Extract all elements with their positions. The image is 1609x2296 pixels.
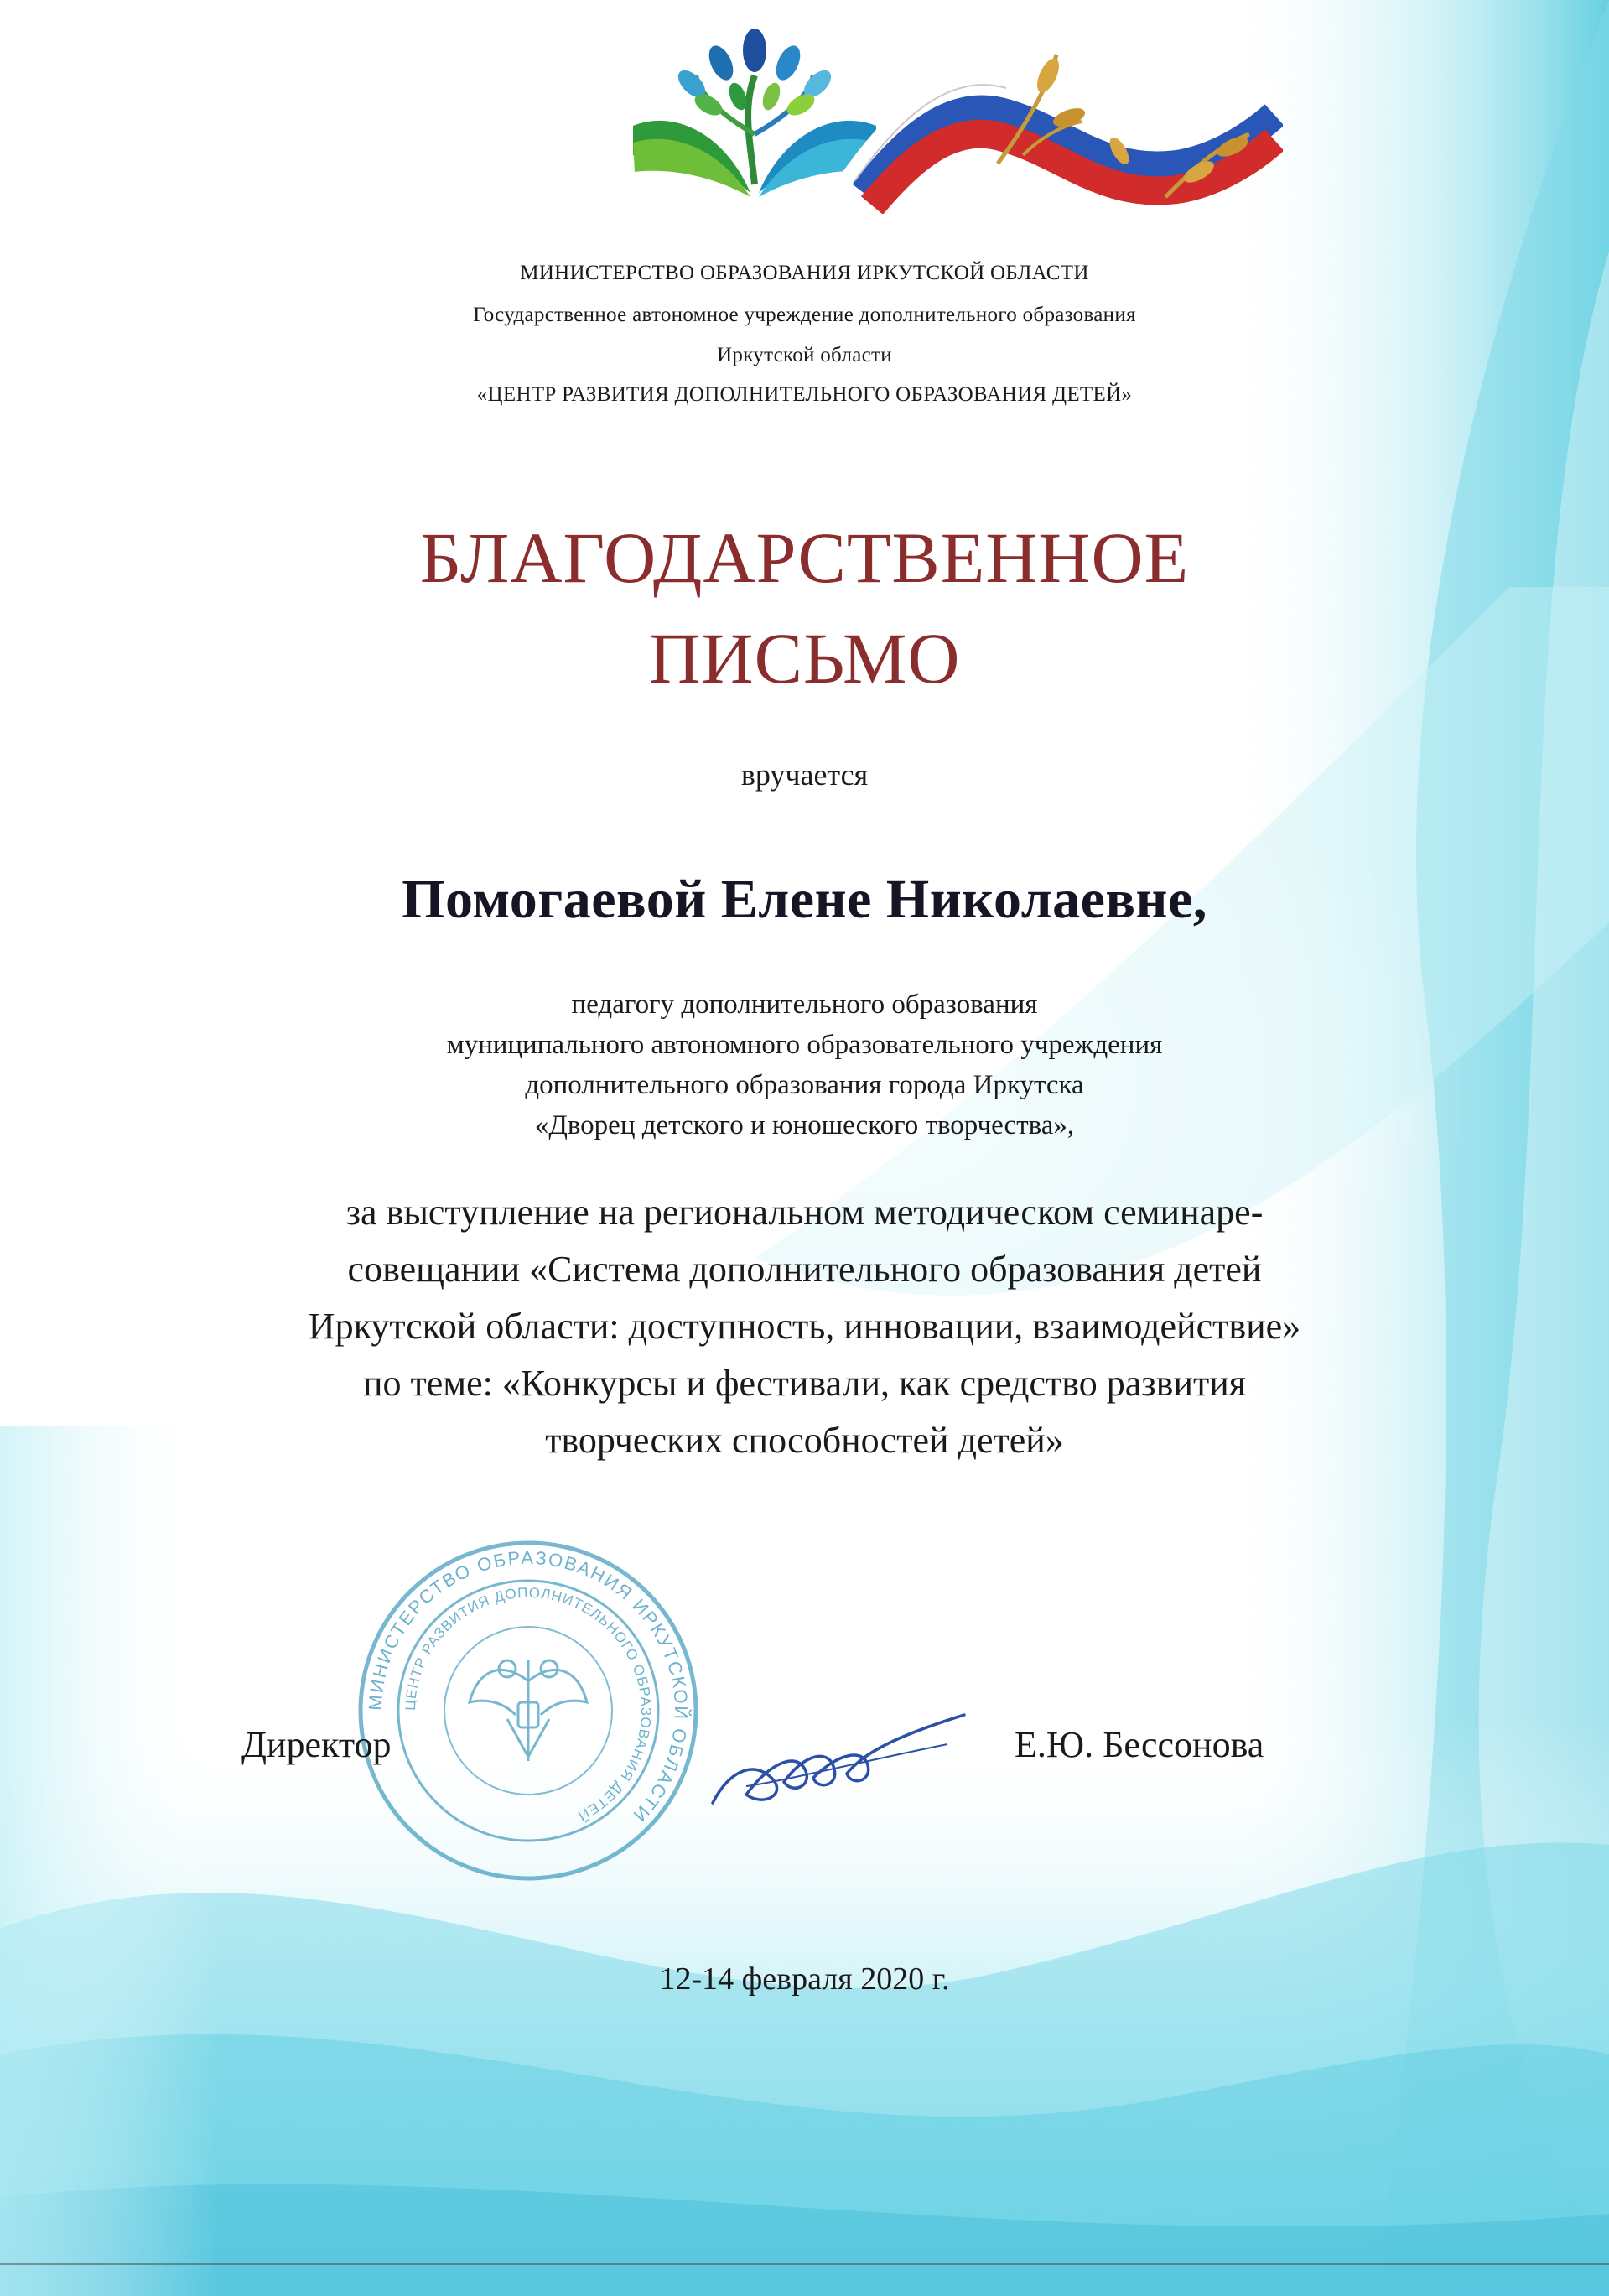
svg-text:МИНИСТЕРСТВО ОБРАЗОВАНИЯ ИРКУТ: МИНИСТЕРСТВО ОБРАЗОВАНИЯ ИРКУТСКОЙ ОБЛАСТИ [364,1546,693,1827]
institution-line-1: Государственное автономное учреждение дополнительного образования [473,304,1136,326]
ministry-name: МИНИСТЕРСТВО ОБРАЗОВАНИЯ ИРКУТСКОЙ ОБЛАСТИ [520,262,1089,284]
center-name: «ЦЕНТР РАЗВИТИЯ ДОПОЛНИТЕЛЬНОГО ОБРАЗОВАНИЯ ДЕТЕЙ» [476,383,1133,406]
institution-line-2: Иркутской области [717,344,892,366]
signatory-name: Е.Ю. Бессонова [1015,1724,1264,1765]
document-title-line-2: ПИСЬМО [648,618,961,699]
signatory-role: Директор [241,1724,392,1765]
award-reason-line: Иркутской области: доступность, инновации, взаимодействие» [308,1306,1301,1347]
recipient-name: Помогаевой Елене Николаевне, [402,869,1207,930]
svg-text:ЦЕНТР РАЗВИТИЯ ДОПОЛНИТЕЛЬНОГО: ЦЕНТР РАЗВИТИЯ ДОПОЛНИТЕЛЬНОГО ОБРАЗОВАНИЯ ДЕТЕЙ [402,1584,655,1825]
award-reason-line: за выступление на региональном методическом семинаре- [345,1192,1264,1233]
award-reason-line: совещании «Система дополнительного образования детей [347,1249,1262,1290]
award-reason-line: творческих способностей детей» [545,1420,1064,1461]
recipient-position-line: дополнительного образования города Иркутска [525,1070,1084,1100]
recipient-position-line: педагогу дополнительного образования [571,990,1038,1020]
awarded-text: вручается [740,758,869,792]
recipient-position-line: муниципального автономного образовательного учреждения [446,1030,1163,1060]
recipient-position-line: «Дворец детского и юношеского творчества», [534,1110,1075,1140]
document-title-line-1: БЛАГОДАРСТВЕННОЕ [419,517,1190,598]
issue-date: 12-14 февраля 2020 г. [659,1961,950,1997]
award-reason-line: по теме: «Конкурсы и фестивали, как средство развития [362,1363,1246,1404]
